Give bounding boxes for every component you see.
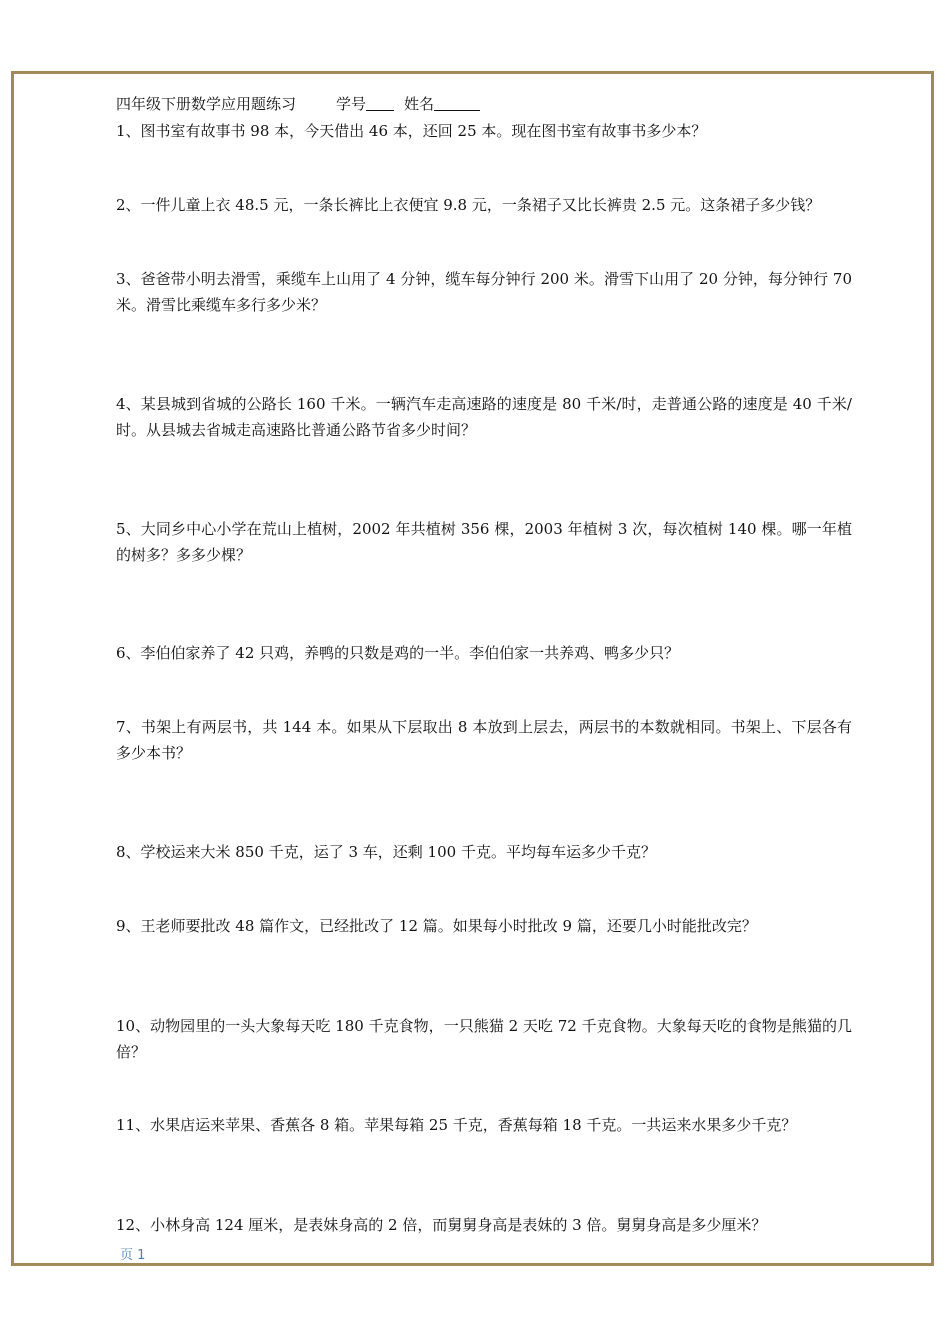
student-id-label: 学号 (336, 95, 367, 113)
worksheet-title: 四年级下册数学应用题练习 (116, 95, 297, 113)
question-7: 7、书架上有两层书，共 144 本。如果从下层取出 8 本放到上层去，两层书的本数就相同。书架上、下层各有多少本书？ (116, 718, 852, 762)
question-9: 9、王老师要批改 48 篇作文，已经批改了 12 篇。如果每小时批改 9 篇，还要几小时能批改完？ (116, 917, 757, 935)
question-4: 4、某县城到省城的公路长 160 千米。一辆汽车走高速路的速度是 80 千米/时，走普通公路的速度是 40 千米/时。从县城去省城走高速路比普通公路节省多少时间？ (116, 395, 852, 439)
question-6: 6、李伯伯家养了 42 只鸡，养鸭的只数是鸡的一半。李伯伯家一共养鸡、鸭多少只？ (116, 644, 680, 662)
question-2: 2、一件儿童上衣 48.5 元，一条长裤比上衣便宜 9.8 元，一条裙子又比长裤贵 2.5 元。这条裙子多少钱？ (116, 196, 821, 214)
question-11: 11、水果店运来苹果、香蕉各 8 箱。苹果每箱 25 千克，香蕉每箱 18 千克。一共运来水果多少千克？ (116, 1116, 797, 1134)
question-1: 1、图书室有故事书 98 本，今天借出 46 本，还回 25 本。现在图书室有故事书多少本？ (116, 122, 707, 140)
question-3: 3、爸爸带小明去滑雪，乘缆车上山用了 4 分钟，缆车每分钟行 200 米。滑雪下山用了 20 分钟，每分钟行 70 米。滑雪比乘缆车多行多少米？ (116, 270, 852, 314)
worksheet-content (116, 92, 852, 1234)
student-id-blank (366, 93, 394, 111)
page-frame (11, 71, 934, 1266)
question-10: 10、动物园里的一头大象每天吃 180 千克食物，一只熊猫 2 天吃 72 千克食物。大象每天吃的食物是熊猫的几倍？ (116, 1017, 852, 1061)
page-number: 页 1 (120, 1248, 146, 1263)
question-8: 8、学校运来大米 850 千克，运了 3 车，还剩 100 千克。平均每车运多少千克？ (116, 843, 656, 861)
question-5: 5、大同乡中心小学在荒山上植树，2002 年共植树 356 棵，2003 年植树 3 次，每次植树 140 棵。哪一年植的树多？多多少棵？ (116, 520, 852, 564)
question-12: 12、小林身高 124 厘米，是表妹身高的 2 倍，而舅舅身高是表妹的 3 倍。舅舅身高是多少厘米？ (116, 1216, 767, 1234)
name-blank (434, 93, 480, 111)
name-label: 姓名 (404, 95, 435, 113)
worksheet-header (116, 92, 852, 116)
